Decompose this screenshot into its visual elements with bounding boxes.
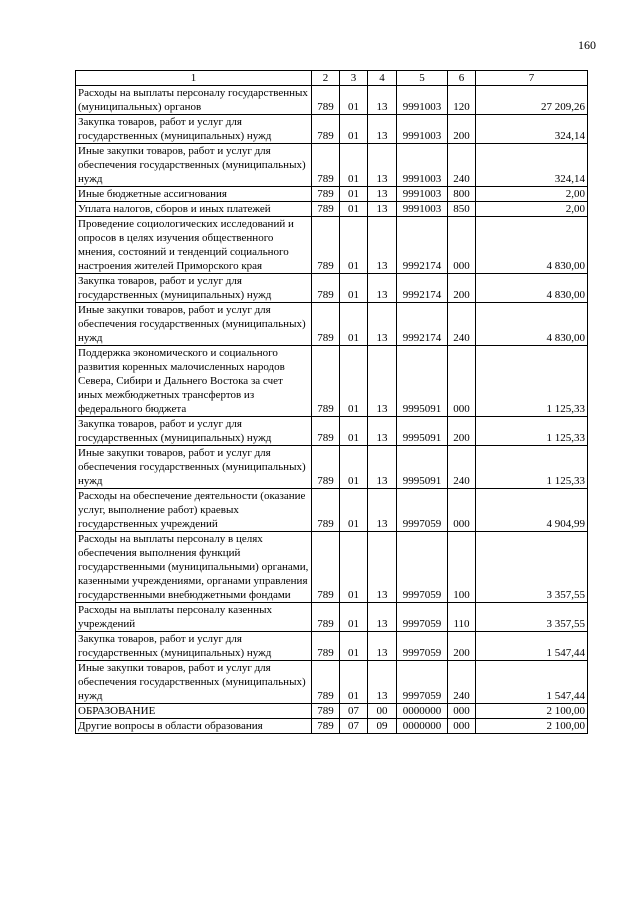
row-code-6: 000 (448, 217, 476, 274)
header-row (76, 71, 588, 86)
table-row (76, 704, 588, 719)
row-code-5: 0000000 (397, 719, 448, 734)
row-code-2: 789 (312, 603, 340, 632)
row-code-3: 07 (340, 719, 368, 734)
row-code-4: 13 (368, 187, 397, 202)
row-code-4: 13 (368, 274, 397, 303)
row-name: Расходы на выплаты персоналу государственных (муниципальных) органов (76, 86, 312, 115)
row-code-4: 13 (368, 489, 397, 532)
row-name: Иные закупки товаров, работ и услуг для обеспечения государственных (муниципальных) нужд (76, 446, 312, 489)
row-name: Закупка товаров, работ и услуг для государственных (муниципальных) нужд (76, 632, 312, 661)
table-row (76, 144, 588, 187)
table-row (76, 603, 588, 632)
row-amount: 2,00 (476, 202, 588, 217)
table-row (76, 346, 588, 417)
row-name: Иные бюджетные ассигнования (76, 187, 312, 202)
row-code-2: 789 (312, 274, 340, 303)
row-code-3: 01 (340, 202, 368, 217)
table-row (76, 115, 588, 144)
row-code-6: 240 (448, 144, 476, 187)
row-name: Другие вопросы в области образования (76, 719, 312, 734)
row-code-4: 13 (368, 417, 397, 446)
row-code-3: 01 (340, 115, 368, 144)
row-amount: 324,14 (476, 115, 588, 144)
row-code-4: 13 (368, 446, 397, 489)
row-code-4: 13 (368, 86, 397, 115)
table-row (76, 303, 588, 346)
row-code-4: 13 (368, 632, 397, 661)
row-code-3: 07 (340, 704, 368, 719)
row-amount: 3 357,55 (476, 532, 588, 603)
row-code-2: 789 (312, 417, 340, 446)
row-code-5: 9995091 (397, 346, 448, 417)
row-code-4: 13 (368, 115, 397, 144)
row-code-4: 00 (368, 704, 397, 719)
row-code-5: 9992174 (397, 274, 448, 303)
header-cell-2: 2 (312, 71, 340, 86)
row-code-5: 9995091 (397, 417, 448, 446)
row-code-6: 850 (448, 202, 476, 217)
row-code-3: 01 (340, 661, 368, 704)
row-code-2: 789 (312, 632, 340, 661)
row-code-4: 13 (368, 144, 397, 187)
table-row (76, 202, 588, 217)
row-code-2: 789 (312, 346, 340, 417)
row-code-2: 789 (312, 719, 340, 734)
row-code-4: 13 (368, 661, 397, 704)
row-name: Уплата налогов, сборов и иных платежей (76, 202, 312, 217)
page-number: 160 (578, 38, 596, 52)
row-code-2: 789 (312, 187, 340, 202)
row-amount: 4 830,00 (476, 274, 588, 303)
row-code-4: 09 (368, 719, 397, 734)
row-code-2: 789 (312, 704, 340, 719)
table-row (76, 217, 588, 274)
row-name: ОБРАЗОВАНИЕ (76, 704, 312, 719)
row-code-5: 9991003 (397, 115, 448, 144)
row-amount: 324,14 (476, 144, 588, 187)
row-code-6: 240 (448, 446, 476, 489)
row-name: Поддержка экономического и социального развития коренных малочисленных народов Севера, Сибири и Дальнего Востока за счет иных межбюджетных трансфертов из федерального бюджета (76, 346, 312, 417)
row-code-6: 200 (448, 115, 476, 144)
row-name: Закупка товаров, работ и услуг для государственных (муниципальных) нужд (76, 417, 312, 446)
row-code-6: 120 (448, 86, 476, 115)
row-code-5: 9997059 (397, 489, 448, 532)
row-name: Проведение социологических исследований и опросов в целях изучения общественного мнения, состояний и тенденций социального настроения жителей Приморского края (76, 217, 312, 274)
row-code-5: 9991003 (397, 144, 448, 187)
row-amount: 4 830,00 (476, 217, 588, 274)
row-amount: 1 547,44 (476, 661, 588, 704)
row-code-5: 9995091 (397, 446, 448, 489)
table-row (76, 446, 588, 489)
row-code-6: 100 (448, 532, 476, 603)
row-code-4: 13 (368, 303, 397, 346)
row-code-3: 01 (340, 86, 368, 115)
header-cell-3: 3 (340, 71, 368, 86)
row-code-3: 01 (340, 303, 368, 346)
header-cell-6: 6 (448, 71, 476, 86)
row-amount: 4 830,00 (476, 303, 588, 346)
row-code-2: 789 (312, 532, 340, 603)
row-code-6: 240 (448, 303, 476, 346)
table-row (76, 489, 588, 532)
row-name: Закупка товаров, работ и услуг для государственных (муниципальных) нужд (76, 274, 312, 303)
table-row (76, 417, 588, 446)
row-code-6: 200 (448, 417, 476, 446)
row-code-5: 9997059 (397, 603, 448, 632)
row-code-5: 9997059 (397, 632, 448, 661)
row-code-2: 789 (312, 144, 340, 187)
row-code-6: 200 (448, 274, 476, 303)
table-row (76, 274, 588, 303)
row-name: Иные закупки товаров, работ и услуг для обеспечения государственных (муниципальных) нужд (76, 144, 312, 187)
row-code-5: 9991003 (397, 187, 448, 202)
row-name: Иные закупки товаров, работ и услуг для обеспечения государственных (муниципальных) нужд (76, 303, 312, 346)
row-amount: 27 209,26 (476, 86, 588, 115)
row-code-3: 01 (340, 217, 368, 274)
row-code-5: 9991003 (397, 202, 448, 217)
row-amount: 1 547,44 (476, 632, 588, 661)
row-amount: 1 125,33 (476, 346, 588, 417)
row-code-3: 01 (340, 446, 368, 489)
row-code-6: 240 (448, 661, 476, 704)
row-code-2: 789 (312, 86, 340, 115)
row-amount: 2,00 (476, 187, 588, 202)
row-code-6: 000 (448, 489, 476, 532)
row-amount: 3 357,55 (476, 603, 588, 632)
row-code-3: 01 (340, 603, 368, 632)
row-code-5: 9992174 (397, 303, 448, 346)
header-cell-5: 5 (397, 71, 448, 86)
row-name: Закупка товаров, работ и услуг для государственных (муниципальных) нужд (76, 115, 312, 144)
row-code-3: 01 (340, 417, 368, 446)
row-code-5: 9997059 (397, 532, 448, 603)
row-code-4: 13 (368, 346, 397, 417)
row-code-2: 789 (312, 115, 340, 144)
row-code-3: 01 (340, 532, 368, 603)
row-name: Иные закупки товаров, работ и услуг для обеспечения государственных (муниципальных) нужд (76, 661, 312, 704)
row-name: Расходы на выплаты персоналу казенных учреждений (76, 603, 312, 632)
row-code-4: 13 (368, 217, 397, 274)
row-amount: 2 100,00 (476, 704, 588, 719)
row-code-2: 789 (312, 489, 340, 532)
row-code-4: 13 (368, 532, 397, 603)
table-row (76, 532, 588, 603)
header-cell-1: 1 (76, 71, 312, 86)
row-code-6: 800 (448, 187, 476, 202)
row-code-6: 200 (448, 632, 476, 661)
row-code-5: 9991003 (397, 86, 448, 115)
row-amount: 2 100,00 (476, 719, 588, 734)
row-amount: 1 125,33 (476, 417, 588, 446)
table-row (76, 632, 588, 661)
row-code-3: 01 (340, 489, 368, 532)
table-row (76, 661, 588, 704)
row-code-6: 000 (448, 346, 476, 417)
table-row (76, 187, 588, 202)
table-row (76, 719, 588, 734)
row-code-2: 789 (312, 303, 340, 346)
row-name: Расходы на обеспечение деятельности (оказание услуг, выполнение работ) краевых государственных учреждений (76, 489, 312, 532)
row-code-3: 01 (340, 346, 368, 417)
row-code-6: 110 (448, 603, 476, 632)
row-code-2: 789 (312, 446, 340, 489)
row-code-5: 9997059 (397, 661, 448, 704)
row-code-3: 01 (340, 144, 368, 187)
row-code-6: 000 (448, 719, 476, 734)
row-code-3: 01 (340, 187, 368, 202)
row-code-6: 000 (448, 704, 476, 719)
row-name: Расходы на выплаты персоналу в целях обеспечения выполнения функций государственными (муниципальными) органами, казенными учреждениями, органами управления государственными внебюджетными фондами (76, 532, 312, 603)
row-code-4: 13 (368, 603, 397, 632)
table-row (76, 86, 588, 115)
row-code-2: 789 (312, 217, 340, 274)
row-code-3: 01 (340, 274, 368, 303)
budget-table (75, 70, 588, 734)
row-code-4: 13 (368, 202, 397, 217)
row-code-2: 789 (312, 202, 340, 217)
row-code-2: 789 (312, 661, 340, 704)
header-cell-7: 7 (476, 71, 588, 86)
row-code-5: 9992174 (397, 217, 448, 274)
row-amount: 4 904,99 (476, 489, 588, 532)
row-amount: 1 125,33 (476, 446, 588, 489)
header-cell-4: 4 (368, 71, 397, 86)
row-code-3: 01 (340, 632, 368, 661)
row-code-5: 0000000 (397, 704, 448, 719)
